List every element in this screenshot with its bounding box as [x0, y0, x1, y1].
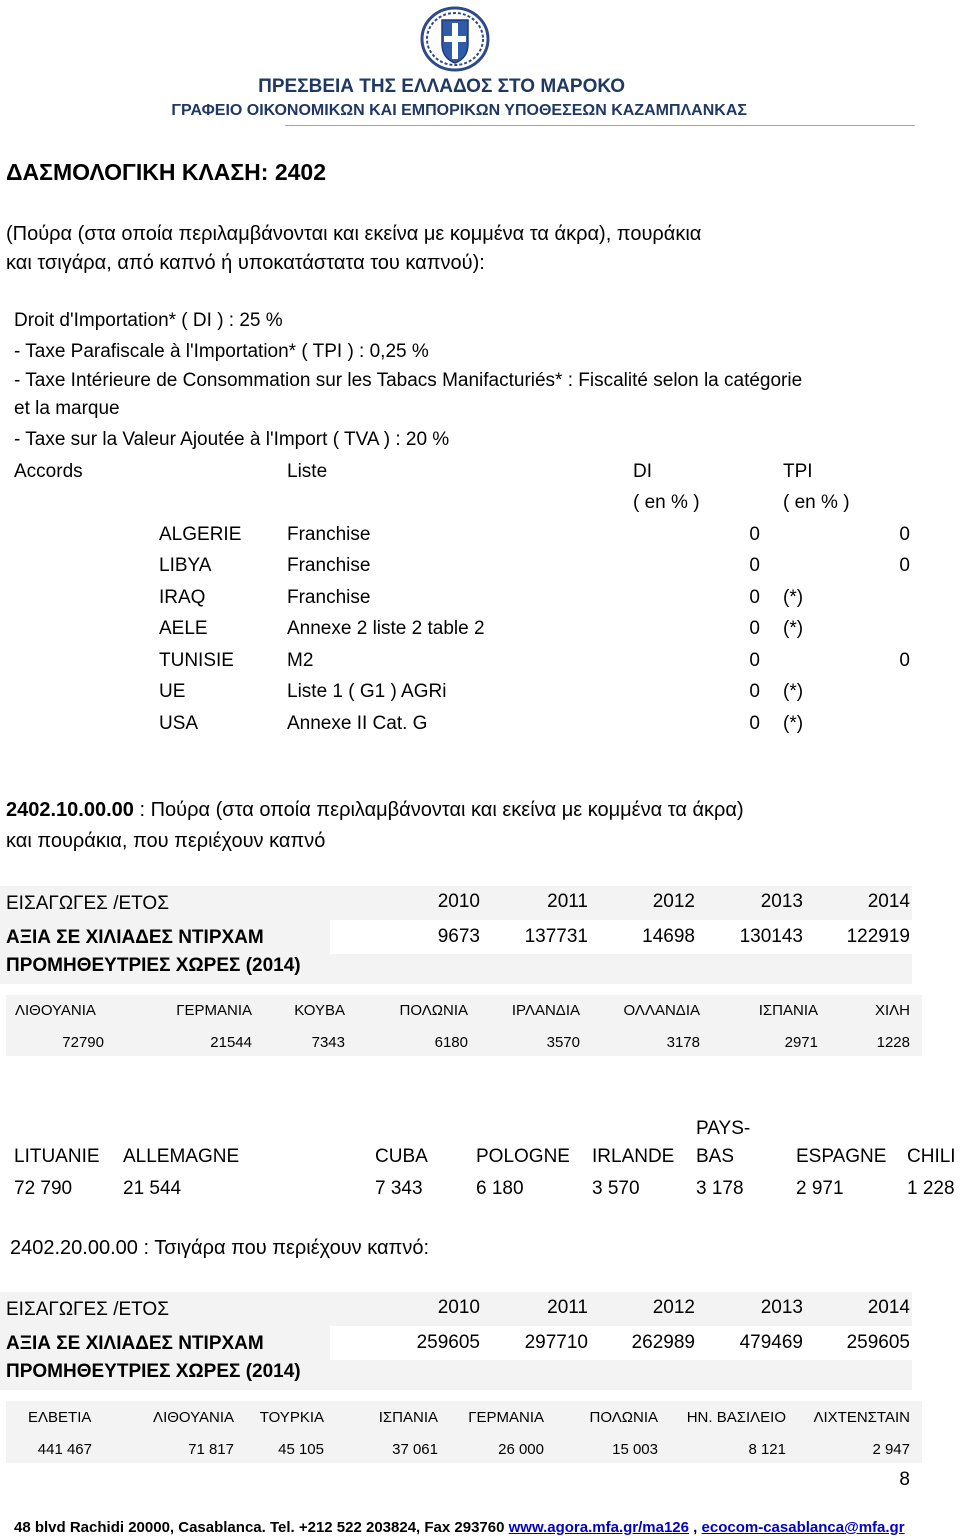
year-cell: 2010	[437, 1297, 480, 1318]
accord-liste: Franchise	[287, 587, 371, 608]
tax-line: Droit d'Importation* ( DI ) : 25 %	[14, 310, 283, 331]
supplier-country: ΓΕΡΜΑΝΙΑ	[176, 1002, 252, 1019]
accord-country: AELE	[159, 618, 208, 639]
value-cell: 259605	[416, 1332, 480, 1353]
accord-di: 0	[749, 555, 760, 576]
footer-website-link[interactable]: www.agora.mfa.gr/ma126	[508, 1519, 689, 1536]
supplier-country: ΗΝ. ΒΑΣΙΛΕΙΟ	[686, 1409, 786, 1426]
description-line-2: και τσιγάρα, από καπνό ή υποκατάστατα του καπνού):	[6, 252, 485, 274]
supplier-value: 26 000	[498, 1441, 544, 1458]
accord-liste: Franchise	[287, 555, 371, 576]
page-number: 8	[899, 1469, 910, 1490]
accord-tpi: (*)	[783, 587, 804, 608]
accord-liste: Annexe 2 liste 2 table 2	[287, 618, 485, 639]
fr-country-line2: BAS	[696, 1146, 735, 1167]
tax-line: - Taxe sur la Valeur Ajoutée à l'Import ( TVA ) : 20 %	[14, 429, 450, 450]
accord-tpi: (*)	[783, 681, 804, 702]
supplier-country: ΛΙΧΤΕΝΣΤΑΙΝ	[813, 1409, 910, 1426]
supplier-country: ΓΕΡΜΑΝΙΑ	[468, 1409, 544, 1426]
tax-line: et la marque	[14, 398, 120, 419]
supplier-country: ΛΙΘΟΥΑΝΙΑ	[153, 1409, 234, 1426]
supplier-value: 37 061	[392, 1441, 438, 1458]
value-cell: 130143	[739, 926, 803, 947]
fr-value: 3 570	[592, 1178, 640, 1199]
page-title: ΔΑΣΜΟΛΟΓΙΚΗ ΚΛΑΣΗ: 2402	[6, 159, 327, 185]
di-header: DI	[633, 461, 652, 482]
accord-tpi: (*)	[783, 713, 804, 734]
supplier-value: 71 817	[188, 1441, 234, 1458]
accord-liste: M2	[287, 650, 314, 671]
accord-tpi: 0	[899, 524, 910, 545]
fr-value: 72 790	[14, 1178, 73, 1199]
footer-address: 48 blvd Rachidi 20000, Casablanca. Tel. +212 522 203824, Fax 293760	[14, 1519, 509, 1536]
fr-country: LITUANIE	[14, 1146, 100, 1167]
accord-di: 0	[749, 587, 760, 608]
accord-liste: Liste 1 ( G1 ) AGRi	[287, 681, 447, 702]
supplier-country: ΙΣΠΑΝΙΑ	[378, 1409, 438, 1426]
fr-country: IRLANDE	[592, 1146, 675, 1167]
supplier-country: ΧΙΛΗ	[874, 1002, 910, 1019]
value-cell: 479469	[739, 1332, 803, 1353]
value-cell: 262989	[631, 1332, 695, 1353]
supplier-value: 1228	[876, 1034, 910, 1051]
accord-liste: Franchise	[287, 524, 371, 545]
di-unit: ( en % )	[633, 492, 700, 513]
accord-country: LIBYA	[159, 555, 212, 576]
tpi-header: TPI	[783, 461, 813, 482]
supplier-country: ΛΙΘΟΥΑΝΙΑ	[15, 1002, 96, 1019]
year-cell: 2012	[652, 891, 695, 912]
value-cell: 137731	[524, 926, 588, 947]
greek-coat-of-arms-emblem	[420, 6, 490, 72]
value-label: ΑΞΙΑ ΣΕ ΧΙΛΙΑΔΕΣ ΝΤΙΡΧΑΜ	[6, 927, 264, 948]
supplier-country: ΠΟΛΩΝΙΑ	[399, 1002, 468, 1019]
fr-country: CUBA	[375, 1146, 428, 1167]
embassy-name: ΠΡΕΣΒΕΙΑ ΤΗΣ ΕΛΛΑΔΟΣ ΣΤΟ ΜΑΡΟΚΟ	[258, 76, 625, 97]
accord-tpi: 0	[899, 650, 910, 671]
supplier-value: 21544	[210, 1034, 252, 1051]
supplier-country: ΙΡΛΑΝΔΙΑ	[511, 1002, 580, 1019]
imports-label: ΕΙΣΑΓΩΓΕΣ /ΕΤΟΣ	[6, 1299, 169, 1320]
accord-di: 0	[749, 524, 760, 545]
supplier-value: 45 105	[278, 1441, 324, 1458]
year-cell: 2013	[760, 891, 803, 912]
supplier-value: 441 467	[37, 1441, 92, 1458]
tpi-unit: ( en % )	[783, 492, 850, 513]
year-cell: 2011	[547, 891, 588, 912]
tax-line: - Taxe Intérieure de Consommation sur les Tabacs Manifacturiés* : Fiscalité selon la catégorie	[14, 370, 803, 391]
fr-country: CHILI	[907, 1146, 956, 1167]
header-divider	[285, 125, 915, 126]
accord-di: 0	[749, 618, 760, 639]
fr-value: 21 544	[123, 1178, 182, 1199]
section1-code: 2402.10.00.00	[6, 799, 134, 821]
fr-country: ESPAGNE	[796, 1146, 887, 1167]
supplier-value: 7343	[311, 1034, 345, 1051]
value-cell: 14698	[642, 926, 695, 947]
section1-title-line2: και πουράκια, που περιέχουν καπνό	[6, 830, 326, 852]
accord-tpi: (*)	[783, 618, 804, 639]
accord-liste: Annexe II Cat. G	[287, 713, 428, 734]
footer	[14, 1519, 905, 1536]
year-cell: 2012	[652, 1297, 695, 1318]
supplier-country: ΕΛΒΕΤΙΑ	[28, 1409, 92, 1426]
fr-value: 2 971	[796, 1178, 844, 1199]
accords-header: Accords	[14, 461, 83, 482]
year-cell: 2013	[760, 1297, 803, 1318]
section1-title-rest: : Πούρα (στα οποία περιλαμβάνονται και εκείνα με κομμένα τα άκρα)	[133, 799, 744, 821]
fr-value: 3 178	[696, 1178, 744, 1199]
fr-value: 1 228	[907, 1178, 955, 1199]
supplier-value: 3178	[666, 1034, 700, 1051]
imports-label: ΕΙΣΑΓΩΓΕΣ /ΕΤΟΣ	[6, 893, 169, 914]
suppliers-label: ΠΡΟΜΗΘΕΥΤΡΙΕΣ ΧΩΡΕΣ (2014)	[6, 955, 301, 976]
supplier-value: 3570	[546, 1034, 580, 1051]
value-label: ΑΞΙΑ ΣΕ ΧΙΛΙΑΔΕΣ ΝΤΙΡΧΑΜ	[6, 1333, 264, 1354]
section1-title	[6, 799, 744, 822]
suppliers-label: ΠΡΟΜΗΘΕΥΤΡΙΕΣ ΧΩΡΕΣ (2014)	[6, 1361, 301, 1382]
supplier-value: 72790	[62, 1034, 104, 1051]
value-cell: 297710	[524, 1332, 588, 1353]
accord-country: USA	[159, 713, 199, 734]
supplier-country: ΚΟΥΒΑ	[294, 1002, 345, 1019]
supplier-value: 8 121	[748, 1441, 786, 1458]
supplier-value: 2971	[784, 1034, 818, 1051]
year-cell: 2014	[867, 891, 910, 912]
office-name: ΓΡΑΦΕΙΟ ΟΙΚΟΝΟΜΙΚΩΝ ΚΑΙ ΕΜΠΟΡΙΚΩΝ ΥΠΟΘΕΣΕΩΝ ΚΑΖΑΜΠΛΑΝΚΑΣ	[171, 102, 747, 119]
year-cell: 2014	[867, 1297, 910, 1318]
accord-tpi: 0	[899, 555, 910, 576]
supplier-value: 15 003	[612, 1441, 658, 1458]
accord-country: ALGERIE	[159, 524, 242, 545]
value-cell: 9673	[437, 926, 480, 947]
year-cell: 2011	[547, 1297, 588, 1318]
accord-country: UE	[159, 681, 186, 702]
accord-di: 0	[749, 713, 760, 734]
fr-country: PAYS-	[696, 1118, 751, 1139]
fr-value: 6 180	[476, 1178, 524, 1199]
footer-separator: ,	[689, 1519, 702, 1536]
description-line-1: (Πούρα (στα οποία περιλαμβάνονται και εκείνα με κομμένα τα άκρα), πουράκια	[6, 223, 702, 245]
fr-value: 7 343	[375, 1178, 423, 1199]
fr-country: ALLEMAGNE	[123, 1146, 240, 1167]
accord-di: 0	[749, 681, 760, 702]
supplier-value: 2 947	[872, 1441, 910, 1458]
supplier-country: ΟΛΛΑΝΔΙΑ	[623, 1002, 700, 1019]
supplier-country: ΤΟΥΡΚΙΑ	[259, 1409, 324, 1426]
value-cell: 122919	[846, 926, 910, 947]
fr-country: POLOGNE	[476, 1146, 570, 1167]
accord-country: IRAQ	[159, 587, 206, 608]
section2-title: 2402.20.00.00 : Τσιγάρα που περιέχουν καπνό:	[10, 1237, 430, 1259]
value-cell: 259605	[846, 1332, 910, 1353]
supplier-value: 6180	[434, 1034, 468, 1051]
supplier-country: ΠΟΛΩΝΙΑ	[589, 1409, 658, 1426]
supplier-country: ΙΣΠΑΝΙΑ	[758, 1002, 818, 1019]
liste-header: Liste	[287, 461, 328, 482]
year-cell: 2010	[437, 891, 480, 912]
accord-country: TUNISIE	[159, 650, 234, 671]
accord-di: 0	[749, 650, 760, 671]
footer-email-link[interactable]: ecocom-casablanca@mfa.gr	[701, 1519, 905, 1536]
tax-line: - Taxe Parafiscale à l'Importation* ( TPI ) : 0,25 %	[14, 341, 429, 362]
